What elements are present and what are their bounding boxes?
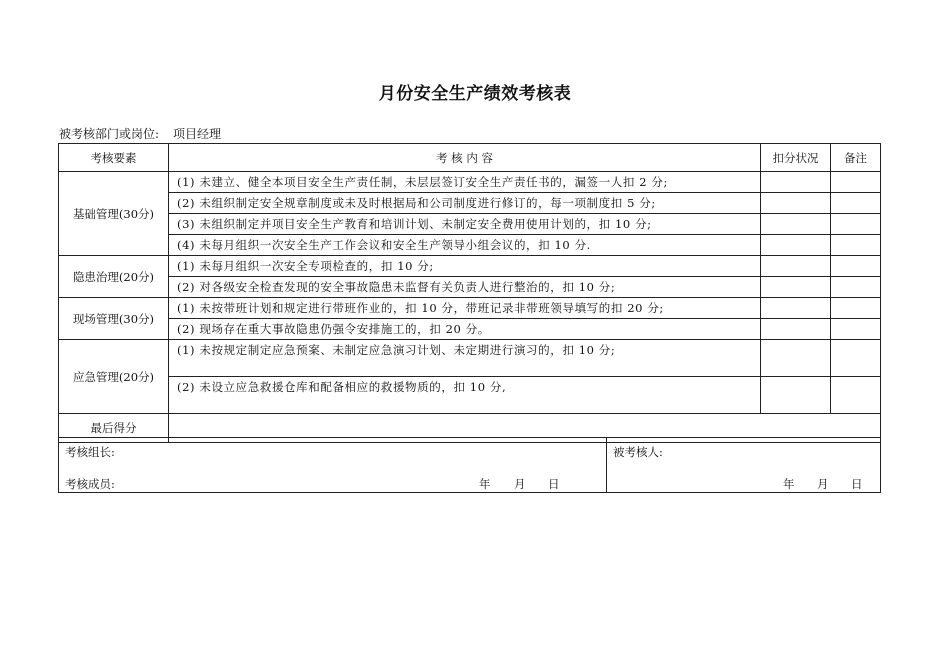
item-text: (2) 对各级安全检查发现的安全事故隐患未监督有关负责人进行整治的，扣 10 分; <box>169 277 761 298</box>
table-row <box>59 172 881 193</box>
item-text: (1) 未按带班计划和规定进行带班作业的，扣 10 分，带班记录非带班领导填写的扣 20 分; <box>169 298 761 319</box>
table-row <box>59 277 881 298</box>
table-row <box>59 340 881 377</box>
item-text: (2) 现场存在重大事故隐患仍强令安排施工的，扣 20 分。 <box>169 319 761 340</box>
header-deduction: 扣分状况 <box>761 144 831 172</box>
group-name-basic: 基础管理(30分) <box>59 172 169 256</box>
department-line <box>59 125 221 142</box>
header-content: 考 核 内 容 <box>169 144 761 172</box>
assessor-sign-cell[interactable] <box>59 438 607 493</box>
table-row <box>59 377 881 414</box>
group-name-hazard: 隐患治理(20分) <box>59 256 169 298</box>
table-row <box>59 319 881 340</box>
members-label: 考核成员: <box>65 477 115 491</box>
date-year: 年 <box>479 477 491 491</box>
deduction-cell[interactable] <box>761 214 831 235</box>
signature-table <box>58 437 881 493</box>
remarks-cell[interactable] <box>831 172 881 193</box>
deduction-cell[interactable] <box>761 193 831 214</box>
item-text: (1) 未每月组织一次安全专项检查的，扣 10 分; <box>169 256 761 277</box>
item-text: (2) 未组织制定安全规章制度或未及时根据局和公司制度进行修订的，每一项制度扣 5 分; <box>169 193 761 214</box>
table-row <box>59 298 881 319</box>
deduction-cell[interactable] <box>761 377 831 414</box>
leader-label: 考核组长: <box>65 445 115 459</box>
remarks-cell[interactable] <box>831 214 881 235</box>
remarks-cell[interactable] <box>831 377 881 414</box>
document-title: 月份安全生产绩效考核表 <box>378 84 572 104</box>
header-row <box>59 144 881 172</box>
item-text: (2) 未设立应急救援仓库和配备相应的救援物质的，扣 10 分, <box>169 377 761 414</box>
date-month: 月 <box>817 477 829 491</box>
item-text: (4) 未每月组织一次安全生产工作会议和安全生产领导小组会议的，扣 10 分. <box>169 235 761 256</box>
remarks-cell[interactable] <box>831 340 881 377</box>
deduction-cell[interactable] <box>761 340 831 377</box>
date-year: 年 <box>783 477 795 491</box>
header-remarks: 备注 <box>831 144 881 172</box>
department-label: 被考核部门或岗位: <box>59 127 160 141</box>
deduction-cell[interactable] <box>761 256 831 277</box>
deduction-cell[interactable] <box>761 172 831 193</box>
remarks-cell[interactable] <box>831 298 881 319</box>
remarks-cell[interactable] <box>831 235 881 256</box>
table-row <box>59 235 881 256</box>
item-text: (1) 未建立、健全本项目安全生产责任制，未层层签订安全生产责任书的，漏签一人扣 2 分; <box>169 172 761 193</box>
assessment-table <box>58 143 881 443</box>
date-day: 日 <box>548 477 560 491</box>
date-day: 日 <box>851 477 863 491</box>
deduction-cell[interactable] <box>761 235 831 256</box>
table-row <box>59 193 881 214</box>
table-row <box>59 214 881 235</box>
remarks-cell[interactable] <box>831 193 881 214</box>
table-row <box>59 256 881 277</box>
item-text: (3) 未组织制定并项目安全生产教育和培训计划、未制定安全费用使用计划的，扣 10 分; <box>169 214 761 235</box>
group-name-site: 现场管理(30分) <box>59 298 169 340</box>
date-month: 月 <box>514 477 526 491</box>
assessee-sign-cell[interactable] <box>607 438 881 493</box>
deduction-cell[interactable] <box>761 277 831 298</box>
header-requirement: 考核要素 <box>59 144 169 172</box>
deduction-cell[interactable] <box>761 319 831 340</box>
remarks-cell[interactable] <box>831 256 881 277</box>
group-name-emergency: 应急管理(20分) <box>59 340 169 414</box>
item-text: (1) 未按规定制定应急预案、未制定应急演习计划、未定期进行演习的，扣 10 分; <box>169 340 761 377</box>
remarks-cell[interactable] <box>831 319 881 340</box>
department-value: 项目经理 <box>173 127 222 141</box>
final-score-label: 最后得分 <box>59 414 169 443</box>
deduction-cell[interactable] <box>761 298 831 319</box>
assessee-label: 被考核人: <box>613 445 663 459</box>
remarks-cell[interactable] <box>831 277 881 298</box>
